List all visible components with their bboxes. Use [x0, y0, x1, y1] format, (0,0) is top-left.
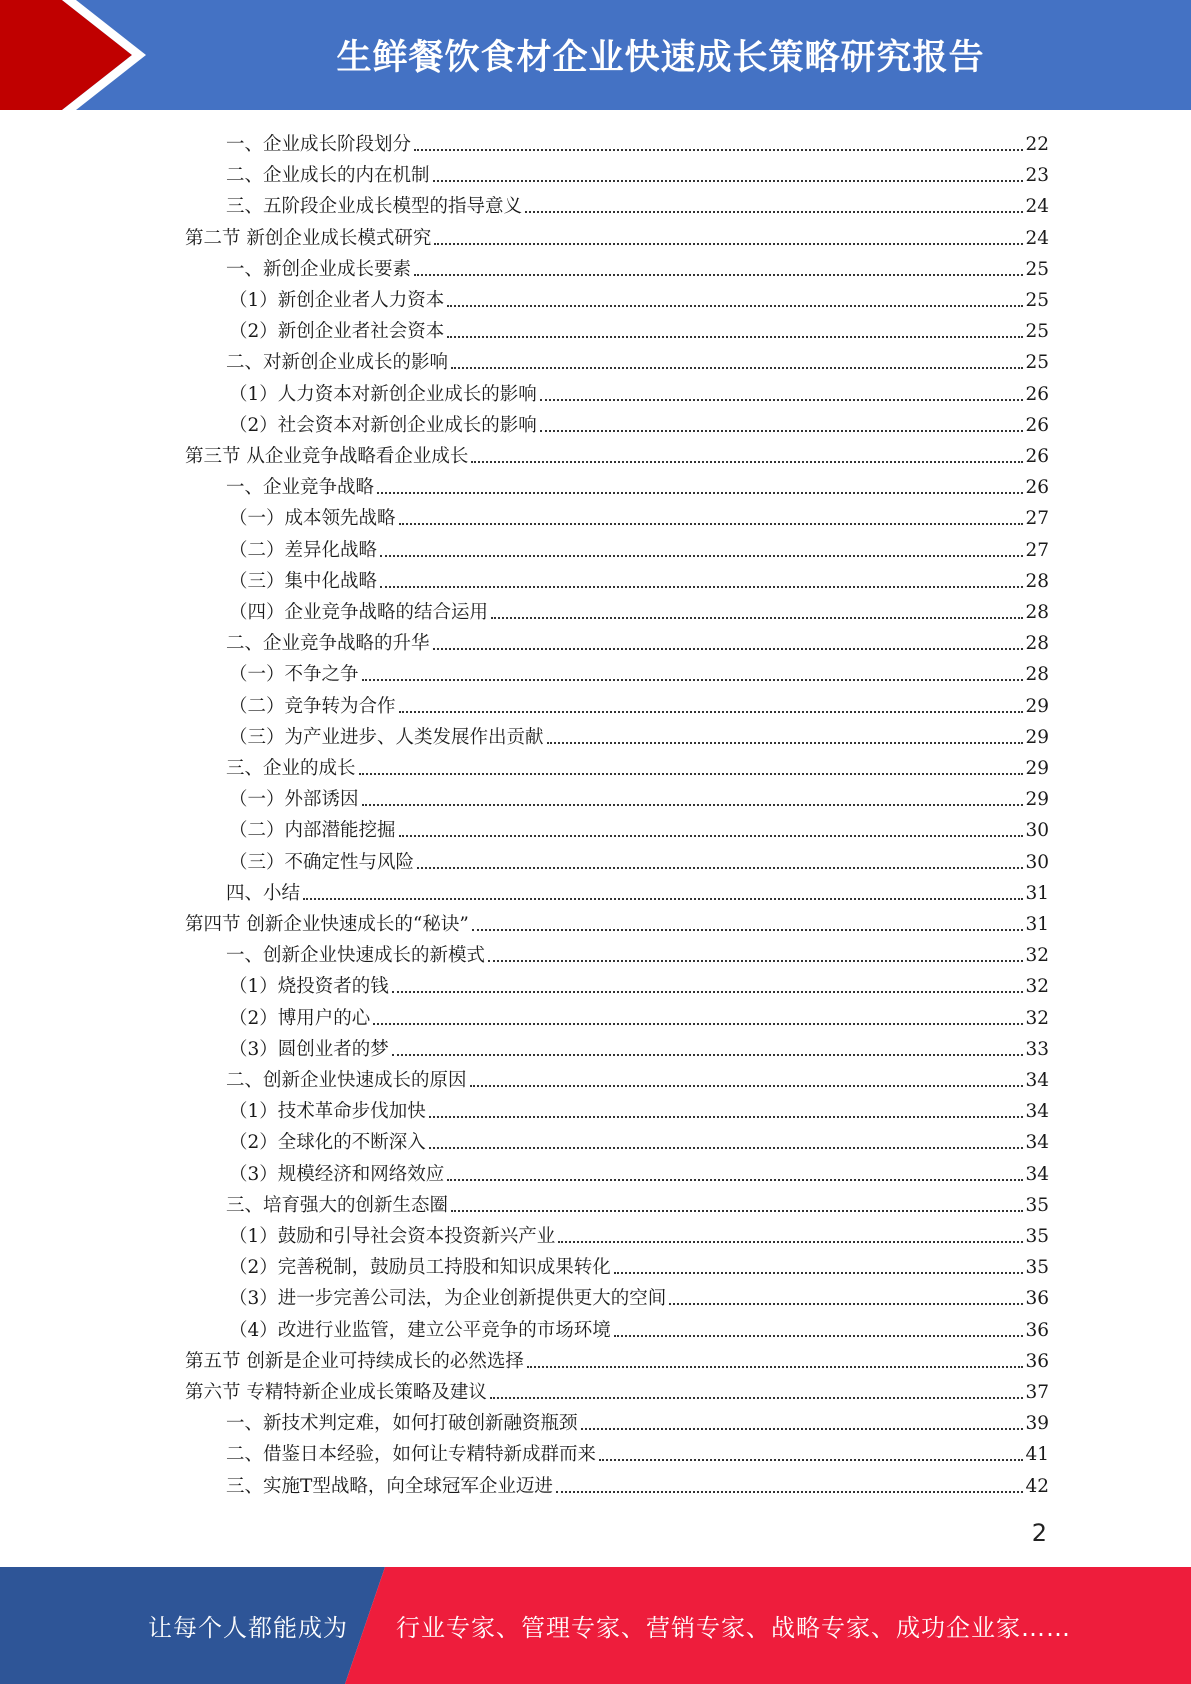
toc-entry-title: 二、创新企业快速成长的原因 — [226, 1070, 467, 1091]
toc-dot-leader — [540, 429, 1024, 432]
report-title: 生鲜餐饮食材企业快速成长策略研究报告 — [336, 38, 985, 78]
toc-entry-title: 三、企业的成长 — [226, 758, 356, 779]
toc-entry-page: 37 — [1025, 1382, 1049, 1403]
toc-entry-title: （3）规模经济和网络效应 — [229, 1163, 445, 1185]
toc-entry-title: （一）成本领先战略 — [229, 508, 396, 530]
toc-entry-title: （三）不确定性与风险 — [229, 851, 415, 873]
toc-entry[interactable] — [229, 1094, 1049, 1125]
toc-entry-page: 26 — [1025, 414, 1049, 436]
toc-entry-title: 三、培育强大的创新生态圈 — [226, 1194, 449, 1216]
toc-entry-title: （2）新创企业者社会资本 — [229, 321, 445, 343]
toc-entry-page: 36 — [1025, 1319, 1049, 1341]
toc-entry[interactable] — [229, 1125, 1049, 1156]
toc-entry-title: （2）社会资本对新创企业成长的影响 — [229, 414, 537, 436]
toc-entry-page: 31 — [1025, 882, 1049, 904]
toc-entry[interactable] — [226, 626, 1049, 657]
toc-entry-title: 一、创新企业快速成长的新模式 — [226, 945, 486, 967]
toc-dot-leader — [414, 273, 1023, 276]
toc-dot-leader — [447, 335, 1023, 338]
toc-dot-leader — [399, 522, 1024, 525]
toc-dot-leader — [380, 554, 1023, 557]
toc-entry[interactable] — [226, 751, 1049, 782]
toc-entry[interactable] — [229, 813, 1049, 844]
toc-entry[interactable] — [229, 1001, 1049, 1032]
toc-entry[interactable] — [229, 377, 1049, 408]
footer-slogan-left: 让每个人都能成为 — [148, 1614, 348, 1642]
toc-entry[interactable] — [226, 1188, 1049, 1219]
toc-dot-leader — [399, 834, 1024, 837]
toc-entry[interactable] — [226, 938, 1049, 969]
toc-entry-page: 32 — [1025, 976, 1049, 998]
toc-entry-title: （2）完善税制，鼓励员工持股和知识成果转化 — [229, 1257, 611, 1279]
toc-entry[interactable] — [185, 221, 1049, 252]
toc-dot-leader — [472, 928, 1024, 931]
toc-dot-leader — [614, 1271, 1024, 1274]
toc-entry[interactable] — [229, 969, 1049, 1000]
toc-entry-title: 一、企业竞争战略 — [226, 477, 375, 499]
toc-dot-leader — [399, 710, 1024, 713]
toc-entry-title: 第三节 从企业竞争战略看企业成长 — [185, 446, 469, 467]
toc-dot-leader — [414, 148, 1023, 151]
toc-dot-leader — [417, 866, 1023, 869]
toc-entry[interactable] — [226, 189, 1049, 220]
toc-entry-title: 一、新创企业成长要素 — [226, 258, 412, 280]
toc-entry-page: 32 — [1025, 945, 1049, 967]
toc-entry[interactable] — [185, 1375, 1049, 1406]
toc-entry[interactable] — [185, 1344, 1049, 1375]
toc-entry[interactable] — [229, 1032, 1049, 1063]
toc-dot-leader — [599, 1458, 1023, 1461]
toc-dot-leader — [377, 491, 1023, 494]
toc-entry-page: 29 — [1025, 726, 1049, 748]
toc-entry-title: （2）博用户的心 — [229, 1007, 371, 1029]
toc-dot-leader — [433, 179, 1024, 182]
toc-entry-page: 34 — [1025, 1132, 1049, 1154]
toc-entry[interactable] — [229, 564, 1049, 595]
toc-entry[interactable] — [229, 533, 1049, 564]
toc-entry-page: 27 — [1025, 539, 1049, 561]
toc-entry-page: 24 — [1025, 196, 1049, 218]
toc-entry-title: （二）内部潜能挖掘 — [229, 820, 396, 842]
toc-entry-title: （二）竞争转为合作 — [229, 695, 396, 717]
toc-entry-page: 28 — [1025, 602, 1049, 623]
toc-entry-page: 26 — [1025, 477, 1049, 499]
toc-dot-leader — [380, 585, 1023, 588]
toc-dot-leader — [362, 678, 1024, 681]
toc-entry-page: 30 — [1025, 820, 1049, 842]
toc-entry[interactable] — [229, 782, 1049, 813]
toc-entry-title: 第二节 新创企业成长模式研究 — [185, 227, 432, 249]
toc-entry[interactable] — [226, 470, 1049, 501]
toc-entry[interactable] — [226, 252, 1049, 283]
toc-entry-page: 28 — [1025, 570, 1049, 592]
toc-entry[interactable] — [229, 845, 1049, 876]
toc-entry-title: （3）进一步完善公司法，为企业创新提供更大的空间 — [229, 1288, 667, 1310]
toc-entry-page: 26 — [1025, 446, 1049, 467]
toc-entry-page: 30 — [1025, 851, 1049, 873]
toc-entry-title: 第六节 专精特新企业成长策略及建议 — [185, 1382, 487, 1403]
toc-entry-page: 25 — [1025, 290, 1049, 311]
toc-entry-title: （一）外部诱因 — [229, 789, 359, 811]
toc-entry[interactable] — [229, 283, 1049, 314]
toc-dot-leader — [527, 1365, 1024, 1368]
toc-entry-title: （二）差异化战略 — [229, 539, 378, 561]
toc-entry[interactable] — [229, 595, 1049, 626]
toc-entry[interactable] — [229, 689, 1049, 720]
toc-entry-title: （1）新创企业者人力资本 — [229, 290, 445, 311]
toc-entry-page: 34 — [1025, 1163, 1049, 1185]
toc-entry-title: 二、借鉴日本经验，如何让专精特新成群而来 — [226, 1444, 597, 1466]
toc-dot-leader — [556, 1490, 1024, 1493]
toc-entry-title: （一）不争之争 — [229, 664, 359, 686]
toc-dot-leader — [303, 897, 1023, 900]
toc-entry[interactable] — [229, 408, 1049, 439]
page-header — [0, 0, 1191, 110]
toc-entry-page: 33 — [1025, 1038, 1049, 1060]
toc-entry-title: 三、实施T型战略，向全球冠军企业迈进 — [226, 1475, 553, 1497]
toc-entry-page: 28 — [1025, 633, 1049, 655]
toc-entry-page: 34 — [1025, 1101, 1049, 1123]
toc-entry[interactable] — [226, 1437, 1049, 1468]
toc-entry-title: 第四节 创新企业快速成长的“秘诀” — [185, 914, 469, 935]
toc-dot-leader — [558, 1240, 1023, 1243]
toc-dot-leader — [433, 647, 1024, 650]
toc-dot-leader — [490, 1396, 1024, 1399]
toc-entry[interactable] — [226, 1406, 1049, 1437]
toc-entry-title: （2）全球化的不断深入 — [229, 1132, 426, 1154]
toc-dot-leader — [581, 1427, 1024, 1430]
toc-entry-page: 25 — [1025, 258, 1049, 280]
toc-entry-title: 二、对新创企业成长的影响 — [226, 352, 449, 374]
page-number: 2 — [1031, 1519, 1047, 1547]
toc-dot-leader — [362, 803, 1024, 806]
toc-entry-title: （四）企业竞争战略的结合运用 — [229, 602, 489, 623]
toc-entry-page: 25 — [1025, 352, 1049, 374]
toc-entry-page: 24 — [1025, 227, 1049, 249]
toc-entry[interactable] — [229, 1250, 1049, 1281]
toc-entry[interactable] — [185, 907, 1049, 938]
toc-entry-title: （1）烧投资者的钱 — [229, 976, 389, 998]
toc-entry-title: （1）人力资本对新创企业成长的影响 — [229, 383, 537, 405]
toc-entry[interactable] — [226, 158, 1049, 189]
toc-entry[interactable] — [229, 1219, 1049, 1250]
toc-dot-leader — [471, 460, 1023, 463]
toc-dot-leader — [488, 959, 1023, 962]
toc-entry-page: 36 — [1025, 1288, 1049, 1310]
toc-entry[interactable] — [226, 127, 1049, 158]
toc-entry-title: （1）鼓励和引导社会资本投资新兴产业 — [229, 1226, 556, 1247]
toc-entry-title: （三）为产业进步、人类发展作出贡献 — [229, 726, 544, 748]
toc-entry-page: 25 — [1025, 321, 1049, 343]
toc-dot-leader — [451, 1209, 1023, 1212]
toc-dot-leader — [373, 1022, 1023, 1025]
toc-entry-title: 一、企业成长阶段划分 — [226, 134, 412, 155]
toc-entry-title: （1）技术革命步伐加快 — [229, 1101, 426, 1123]
toc-entry-page: 42 — [1025, 1475, 1049, 1497]
footer-slogan-right: 行业专家、管理专家、营销专家、战略专家、成功企业家…… — [396, 1614, 1071, 1642]
toc-entry[interactable] — [229, 314, 1049, 345]
toc-entry-page: 36 — [1025, 1350, 1049, 1372]
toc-dot-leader — [451, 366, 1023, 369]
toc-entry-page: 35 — [1025, 1226, 1049, 1247]
toc-entry-page: 22 — [1025, 134, 1049, 155]
toc-entry-title: （4）改进行业监管，建立公平竞争的市场环境 — [229, 1319, 611, 1341]
toc-entry[interactable] — [229, 1313, 1049, 1344]
toc-entry[interactable] — [229, 657, 1049, 688]
toc-entry-title: 二、企业成长的内在机制 — [226, 165, 430, 187]
toc-entry-page: 32 — [1025, 1007, 1049, 1029]
toc-entry[interactable] — [226, 1063, 1049, 1094]
toc-entry-page: 27 — [1025, 508, 1049, 530]
toc-entry-title: （三）集中化战略 — [229, 570, 378, 592]
toc-entry-page: 41 — [1025, 1444, 1049, 1466]
toc-entry-title: （3）圆创业者的梦 — [229, 1038, 389, 1060]
toc-dot-leader — [447, 304, 1023, 307]
toc-dot-leader — [392, 990, 1024, 993]
toc-entry-title: 第五节 创新是企业可持续成长的必然选择 — [185, 1350, 524, 1372]
toc-dot-leader — [470, 1084, 1024, 1087]
toc-entry-page: 28 — [1025, 664, 1049, 686]
toc-dot-leader — [447, 1178, 1023, 1181]
toc-entry-page: 29 — [1025, 695, 1049, 717]
toc-entry-page: 29 — [1025, 758, 1049, 779]
toc-entry[interactable] — [185, 439, 1049, 470]
toc-entry[interactable] — [229, 1157, 1049, 1188]
toc-entry[interactable] — [229, 1281, 1049, 1312]
toc-dot-leader — [429, 1115, 1024, 1118]
toc-entry-page: 23 — [1025, 165, 1049, 187]
toc-entry-page: 31 — [1025, 914, 1049, 935]
toc-dot-leader — [525, 210, 1023, 213]
toc-dot-leader — [491, 616, 1023, 619]
toc-entry-title: 一、新技术判定难，如何打破创新融资瓶颈 — [226, 1413, 578, 1435]
toc-entry-title: 二、企业竞争战略的升华 — [226, 633, 430, 655]
toc-entry[interactable] — [229, 501, 1049, 532]
toc-entry-title: 三、五阶段企业成长模型的指导意义 — [226, 196, 523, 218]
toc-entry-page: 29 — [1025, 789, 1049, 811]
toc-dot-leader — [429, 1146, 1024, 1149]
toc-entry[interactable] — [226, 345, 1049, 376]
toc-entry-title: 四、小结 — [226, 882, 301, 904]
toc-dot-leader — [547, 741, 1024, 744]
toc-entry-page: 35 — [1025, 1257, 1049, 1279]
toc-dot-leader — [669, 1302, 1023, 1305]
toc-dot-leader — [540, 398, 1024, 401]
toc-dot-leader — [434, 242, 1023, 245]
toc-entry-page: 26 — [1025, 383, 1049, 405]
toc-entry[interactable] — [229, 720, 1049, 751]
toc-dot-leader — [614, 1334, 1024, 1337]
toc-entry-page: 35 — [1025, 1194, 1049, 1216]
toc-entry-page: 34 — [1025, 1070, 1049, 1091]
toc-entry-page: 39 — [1025, 1413, 1049, 1435]
page-footer — [0, 1567, 1191, 1684]
toc-entry[interactable] — [226, 1469, 1049, 1500]
toc-dot-leader — [359, 772, 1024, 775]
toc-entry[interactable] — [226, 876, 1049, 907]
toc-dot-leader — [392, 1053, 1024, 1056]
